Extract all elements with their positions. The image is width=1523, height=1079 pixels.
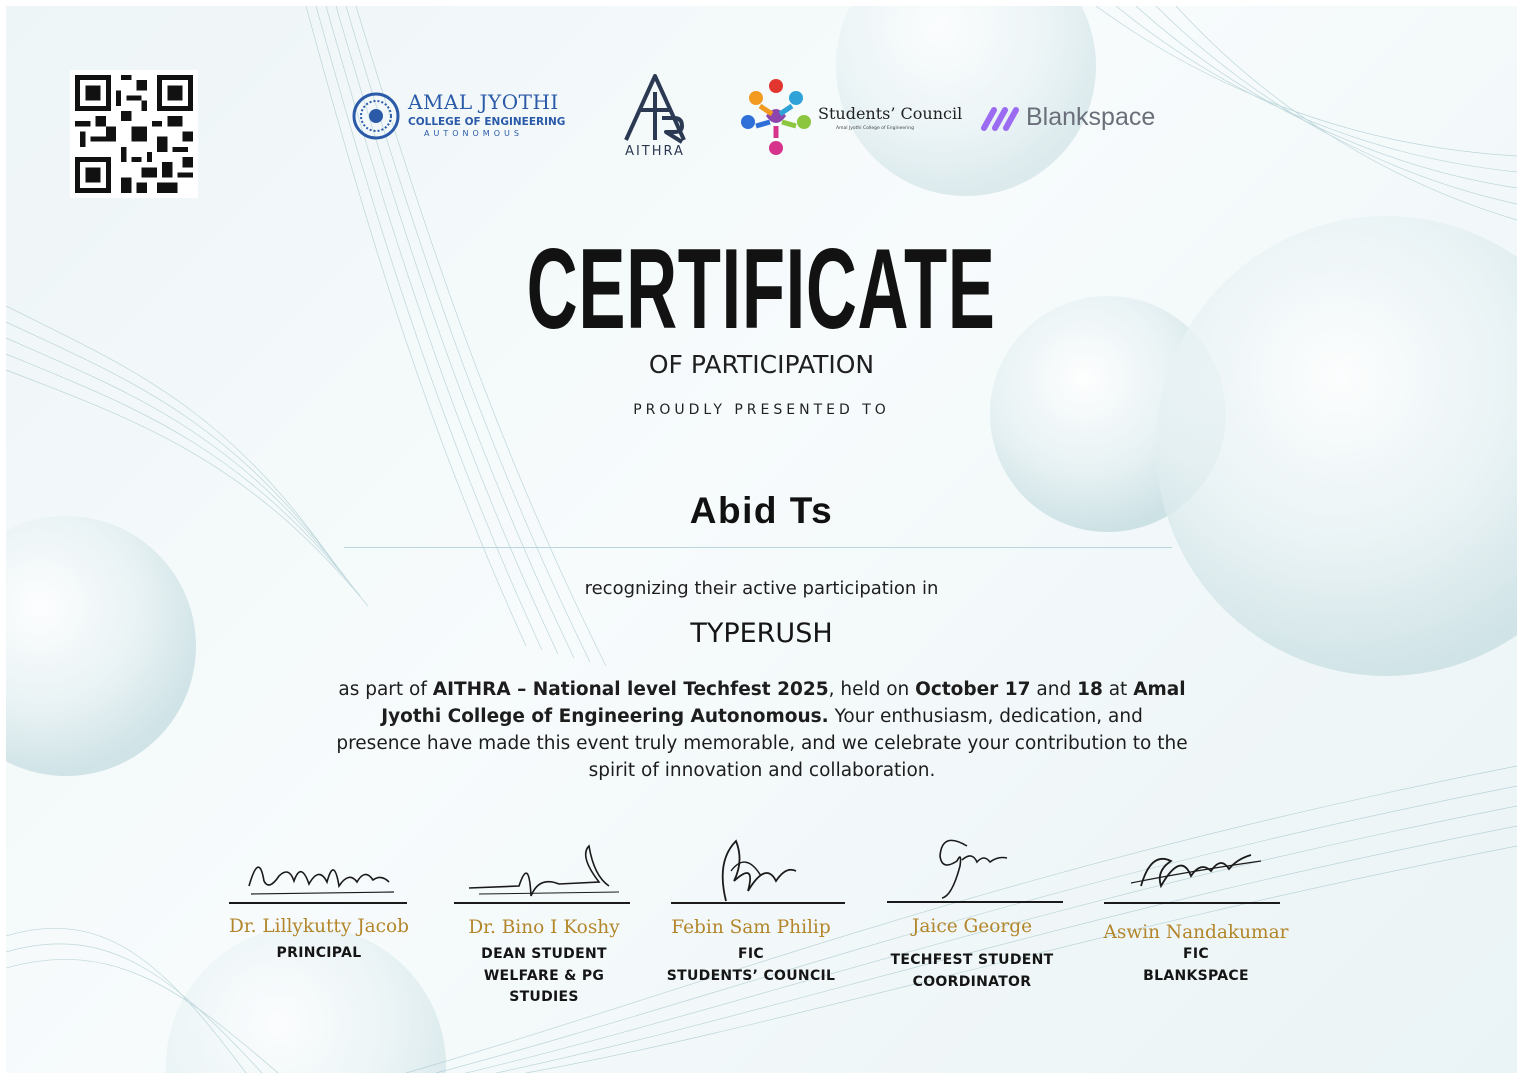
- amal-title: AMAL JYOTHI: [408, 90, 559, 114]
- signatory-role: DEAN STUDENT WELFARE & PG STUDIES: [481, 946, 607, 1005]
- certificate-title: CERTIFICATE: [527, 226, 996, 353]
- blankspace-logo: [980, 100, 1180, 140]
- signatory-techfest-coordinator: [862, 826, 1082, 1006]
- blankspace-wordmark: Blankspace: [1026, 103, 1156, 131]
- signature-image: [686, 831, 816, 906]
- certificate-subtitle: OF PARTICIPATION: [648, 350, 875, 379]
- aithra-logo: [610, 72, 700, 162]
- signatory-role: FIC BLANKSPACE: [1143, 946, 1249, 984]
- signatory-dean: [434, 826, 654, 1016]
- college-seal-icon: [352, 92, 400, 140]
- aithra-wordmark: AITHRA: [625, 144, 685, 159]
- council-people-icon: [736, 76, 816, 160]
- signature-image: [1111, 831, 1271, 901]
- signature-image: [912, 826, 1022, 901]
- amal-jyothi-logo: [352, 90, 567, 144]
- qr-code-icon[interactable]: [70, 70, 198, 198]
- blankspace-stripes-icon: [980, 104, 1024, 134]
- signature-image: [459, 836, 629, 906]
- signatory-role: FIC STUDENTS’ COUNCIL: [666, 946, 836, 984]
- certificate-page: [6, 6, 1517, 1073]
- signatory-role: TECHFEST STUDENT COORDINATOR: [890, 952, 1054, 990]
- signatory-name: Jaice George: [911, 916, 1033, 937]
- council-title: Students’ Council: [818, 104, 963, 123]
- signatory-name: Aswin Nandakumar: [1103, 922, 1289, 943]
- signatory-fic-council: [641, 826, 861, 996]
- certificate-body: as part of AITHRA – National level Techfest 2025, held on October 17 and 18 at Amal Jyothi College of Engineering Autonomous. Your enthusiasm, dedication, and presence have made this event truly memorable, and we celebrate your contribution to the spirit of innovation and collaboration.: [336, 679, 1188, 781]
- aithra-emblem-icon: [620, 72, 690, 144]
- recognizing-text: recognizing their active participation in: [584, 578, 939, 599]
- signatory-name: Dr. Lillykutty Jacob: [228, 916, 409, 937]
- signature-image: [239, 846, 399, 906]
- signatory-name: Dr. Bino I Koshy: [468, 917, 620, 938]
- signatory-role: PRINCIPAL: [276, 945, 362, 961]
- signatory-fic-blankspace: [1086, 826, 1306, 996]
- amal-tagline: AUTONOMOUS: [424, 129, 523, 138]
- council-subtitle: Amal Jyothi College of Engineering: [836, 126, 914, 131]
- presented-to-label: PROUDLY PRESENTED TO: [633, 402, 890, 418]
- recipient-name: Abid Ts: [689, 490, 834, 531]
- event-name: TYPERUSH: [690, 618, 833, 649]
- signatory-name: Febin Sam Philip: [671, 917, 831, 938]
- students-council-logo: [736, 76, 961, 160]
- signatory-principal: [209, 826, 429, 996]
- amal-subtitle: COLLEGE OF ENGINEERING: [408, 116, 566, 128]
- name-divider: [344, 547, 1172, 548]
